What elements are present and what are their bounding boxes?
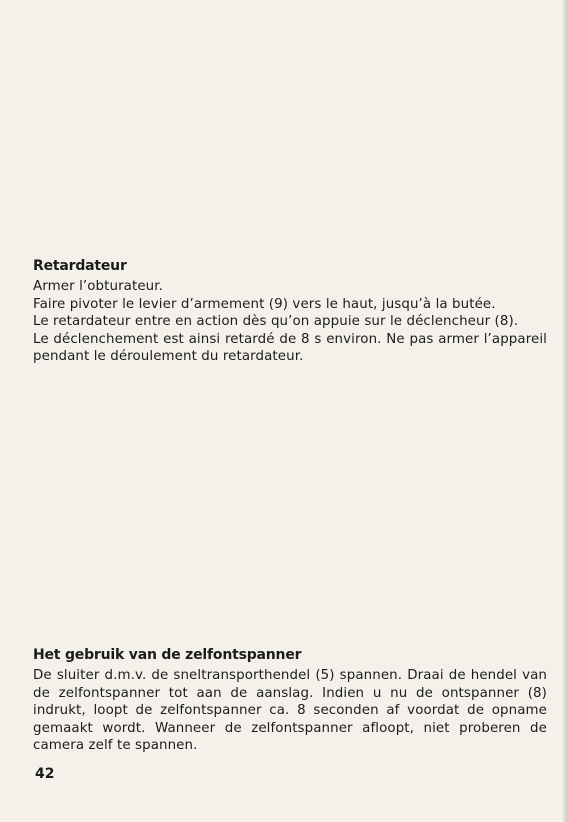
paragraph: De sluiter d.m.v. de sneltransporthendel (5) spannen. Draai de hendel van de zelfontspanner tot aan de aanslag. Indien u nu de ontspanner (8) indrukt, loopt de zelfontspanner ca. 8 seconden af voordat de opname gemaakt wordt. Wanneer de zelfontspanner afloopt, niet proberen de camera zelf te spannen. <box>33 668 547 753</box>
paragraph: Faire pivoter le levier d’armement (9) vers le haut, jusqu’à la butée. <box>33 296 496 312</box>
section-heading: Retardateur <box>33 258 127 274</box>
section-zelfontspanner <box>33 646 547 755</box>
page-edge-shadow <box>563 0 568 822</box>
paragraph: Armer l’obturateur. <box>33 279 163 294</box>
section-retardateur <box>33 257 547 366</box>
page-number: 42 <box>35 766 55 782</box>
paragraph: Le déclenchement est ainsi retardé de 8 s environ. Ne pas armer l’appareil pendant le déroulement du retardateur. <box>33 331 547 364</box>
section-heading: Het gebruik van de zelfontspanner <box>33 647 302 663</box>
paragraph: Le retardateur entre en action dès qu’on appuie sur le déclencheur (8). <box>33 314 519 329</box>
